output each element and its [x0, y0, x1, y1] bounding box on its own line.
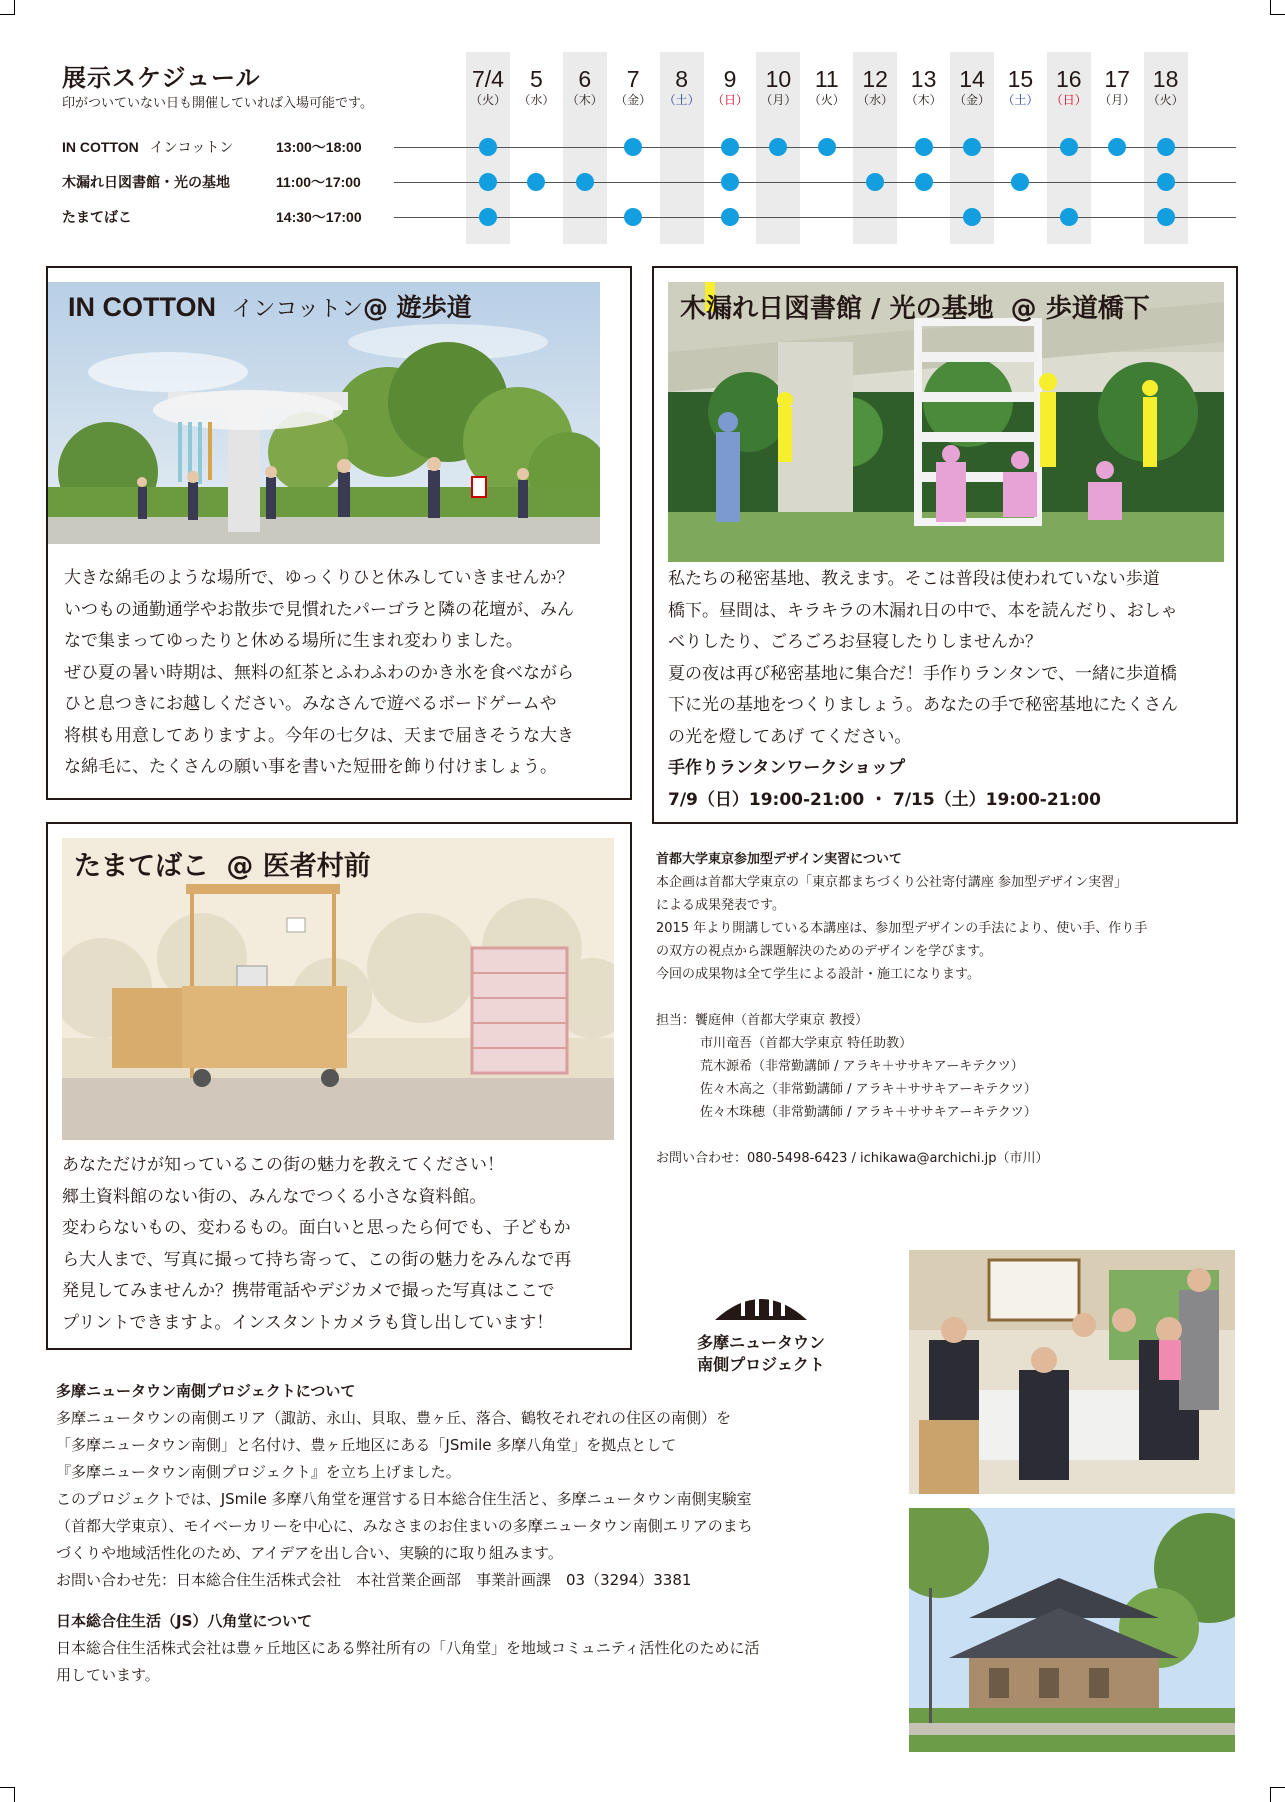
- south-project-section: [56, 1378, 876, 1689]
- schedule-day-weekday: （火）: [808, 93, 845, 107]
- tamatebako-line: ら大人まで、写真に撮って持ち寄って、この街の魅力をみんなで再: [62, 1249, 572, 1270]
- south-project-heading: 多摩ニュータウン南側プロジェクトについて: [56, 1382, 356, 1400]
- schedule-day-weekday: （木）: [905, 93, 942, 107]
- schedule-day-weekday: （水）: [857, 93, 894, 107]
- komorebi-line: 下に光の基地をつくりましょう。あなたの手で秘密基地にたくさん: [668, 695, 1178, 715]
- schedule-dot: [721, 138, 739, 156]
- hakkakudo-line: 用しています。: [56, 1666, 160, 1684]
- schedule-day: [803, 66, 851, 108]
- row-label-en: IN COTTON: [62, 139, 139, 155]
- about-tmu-line: 本企画は首都大学東京の「東京都まちづくり公社寄付講座 参加型デザイン実習」: [656, 875, 1128, 890]
- about-tmu-heading: 首都大学東京参加型デザイン実習について: [656, 852, 902, 867]
- schedule-dot: [963, 138, 981, 156]
- crop-mark-top-left: [0, 0, 15, 15]
- incotton-line: ぜひ夏の暑い時期は、無料の紅茶とふわふわのかき氷を食べながら: [64, 662, 574, 683]
- south-project-line: づくりや地域活性化のため、アイデアを出し合い、実験的に取り組みます。: [56, 1544, 563, 1562]
- about-tmu-line: 今回の成果物は全て学生による設計・施工になります。: [656, 967, 980, 982]
- crop-mark-bottom-left: [0, 1787, 15, 1802]
- incotton-title-kana: インコットン: [231, 297, 363, 322]
- komorebi-line: 私たちの秘密基地、教えます。そこは普段は使われていない歩道: [668, 569, 1160, 589]
- tamatebako-box: [46, 822, 632, 1350]
- schedule-dot: [1157, 208, 1175, 226]
- hakkakudo-line: 日本総合住生活株式会社は豊ヶ丘地区にある弊社所有の「八角堂」を地域コミュニティ活性化のために活: [56, 1639, 760, 1657]
- schedule-day-date: 17: [1104, 66, 1130, 92]
- tamatebako-line: あなただけが知っているこの街の魅力を教えてください！: [62, 1155, 504, 1175]
- staff-member: 市川竜吾（首都大学東京 特任助教）: [700, 1036, 913, 1051]
- schedule-day: [900, 66, 948, 108]
- schedule-dot: [479, 173, 497, 191]
- schedule-dot: [1060, 138, 1078, 156]
- workshop-dates: 7/9（日）19:00-21:00 ・ 7/15（土）19:00-21:00: [668, 789, 1101, 810]
- incotton-line: ひと息つきにお越しください。みなさんで遊べるボードゲームや: [64, 694, 557, 714]
- incotton-line: 大きな綿毛のような場所で、ゆっくりひと休みしていきませんか？: [64, 568, 574, 588]
- schedule-dot: [915, 173, 933, 191]
- komorebi-box: [652, 266, 1238, 824]
- tamatebako-title-at: @ 医者村前: [226, 851, 371, 882]
- project-logo: [686, 1284, 836, 1376]
- schedule-day-date: 14: [959, 66, 985, 92]
- schedule-dot: [721, 208, 739, 226]
- incotton-line: な綿毛に、たくさんの願い事を書いた短冊を飾り付けましょう。: [64, 757, 557, 777]
- schedule-dot: [624, 208, 642, 226]
- schedule-day: [851, 66, 899, 108]
- komorebi-line: 夏の夜は再び秘密基地に集合だ！手作りランタンで、一緒に歩道橋: [668, 663, 1177, 684]
- project-logo-mark: [711, 1284, 811, 1328]
- schedule-day: [561, 66, 609, 108]
- schedule-title: 展示スケジュール: [62, 64, 261, 92]
- schedule-day-weekday: （土）: [663, 93, 700, 107]
- staff-member: 佐々木高之（非常勤講師 / アラキ＋ササキアーキテクツ）: [700, 1082, 1037, 1097]
- tamatebako-title-main: たまてばこ: [74, 851, 209, 882]
- schedule-day-weekday: （水）: [518, 93, 555, 107]
- schedule-day: [1093, 66, 1141, 108]
- schedule-day: [754, 66, 802, 108]
- schedule-day-weekday: （火）: [1147, 93, 1184, 107]
- about-tmu-section: [656, 848, 1236, 1170]
- staff-member: 佐々木珠穂（非常勤講師 / アラキ＋ササキアーキテクツ）: [700, 1105, 1037, 1120]
- komorebi-line: の光を燈してあげ てください。: [668, 726, 912, 747]
- schedule-day-date: 18: [1152, 66, 1179, 92]
- row-label-incotton: [62, 137, 233, 157]
- schedule-dot: [527, 173, 545, 191]
- schedule-dot: [963, 208, 981, 226]
- schedule-day-date: 7: [626, 66, 640, 92]
- schedule-dot: [624, 138, 642, 156]
- schedule-dot: [818, 138, 836, 156]
- tamatebako-line: プリントできますよ。インスタントカメラも貸し出しています！: [62, 1312, 554, 1333]
- tamatebako-title: [74, 844, 371, 883]
- row-line-komorebi: [394, 182, 1236, 183]
- schedule-dot: [1011, 173, 1029, 191]
- schedule-day-weekday: （金）: [615, 93, 652, 107]
- komorebi-line: 橋下。昼間は、キラキラの木漏れ日の中で、本を読んだり、おしゃ: [668, 600, 1178, 621]
- schedule-day-date: 9: [723, 66, 737, 92]
- schedule-day: [512, 66, 560, 108]
- crop-mark-bottom-right: [1270, 1787, 1285, 1802]
- schedule-day: [706, 66, 754, 108]
- south-project-line: 『多摩ニュータウン南側プロジェクト』を立ち上げました。: [56, 1463, 461, 1481]
- schedule-dot: [479, 208, 497, 226]
- schedule-day-weekday: （金）: [953, 93, 990, 107]
- schedule-dot: [479, 138, 497, 156]
- south-project-line: 「多摩ニュータウン南側」と名付け、豊ヶ丘地区にある「JSmile 多摩八角堂」を拠点として: [56, 1436, 677, 1454]
- incotton-title-at: @ 遊歩道: [362, 293, 472, 322]
- schedule-day: [1142, 66, 1190, 108]
- schedule-day-weekday: （日）: [1050, 93, 1087, 107]
- schedule-day-date: 11: [814, 66, 839, 92]
- workshop-photo: [909, 1250, 1235, 1494]
- schedule-dot: [1108, 138, 1126, 156]
- schedule-day: [948, 66, 996, 108]
- schedule-day-date: 12: [862, 66, 888, 92]
- komorebi-title-main: 木漏れ日図書館 / 光の基地: [680, 294, 994, 324]
- about-tmu-contact: お問い合わせ：080-5498-6423 / ichikawa@archichi.jp（市川）: [656, 1151, 1049, 1166]
- workshop-title: 手作りランタンワークショップ: [668, 758, 905, 778]
- komorebi-title: [680, 288, 1150, 325]
- schedule-day-date: 15: [1007, 66, 1034, 92]
- crop-mark-top-right: [1270, 0, 1285, 15]
- about-tmu-line: の双方の視点から課題解決のためのデザインを学びます。: [656, 944, 993, 959]
- incotton-title: [68, 288, 472, 324]
- tamatebako-illustration: [62, 838, 614, 1140]
- south-project-line: （首都大学東京）、モイベーカリーを中心に、みなさまのお住まいの多摩ニュータウン南側エリアのまち: [56, 1517, 753, 1535]
- schedule-day-date: 6: [578, 66, 592, 92]
- schedule-dot: [721, 173, 739, 191]
- about-tmu-line: による成果発表です。: [656, 898, 785, 913]
- logo-line1: 多摩ニュータウン: [696, 1333, 825, 1352]
- komorebi-title-at: @ 歩道橋下: [1010, 294, 1150, 324]
- schedule-dot: [576, 173, 594, 191]
- schedule-day-weekday: （日）: [711, 93, 748, 107]
- schedule-day-weekday: （土）: [1002, 93, 1039, 107]
- hakkakudo-photo: [909, 1508, 1235, 1752]
- incotton-title-en: IN COTTON: [68, 292, 216, 322]
- row-time-komorebi: 11:00～17:00: [276, 174, 361, 190]
- schedule-day-date: 10: [765, 66, 792, 92]
- schedule-day-date: 16: [1056, 66, 1082, 92]
- komorebi-body: [668, 564, 1230, 816]
- schedule-day: [609, 66, 657, 108]
- schedule-day: [996, 66, 1044, 108]
- row-label-komorebi: 木漏れ日図書館・光の基地: [62, 175, 230, 191]
- tamatebako-line: 発見してみませんか？携帯電話やデジカメで撮った写真はここで: [62, 1281, 555, 1301]
- tamatebako-body: [62, 1150, 624, 1339]
- incotton-body: [64, 563, 624, 784]
- row-line-tamatebako: [394, 217, 1236, 218]
- schedule-day-date: 13: [910, 66, 937, 92]
- schedule-note: 印がついていない日も開催していれば入場可能です。: [62, 96, 373, 111]
- tamatebako-line: 変わらないもの、変わるもの。面白いと思ったら何でも、子どもか: [62, 1218, 571, 1238]
- incotton-box: [46, 266, 632, 800]
- schedule-day: [1045, 66, 1093, 108]
- schedule-dot: [915, 138, 933, 156]
- schedule-day: [464, 66, 512, 108]
- schedule-day: [658, 66, 706, 108]
- about-tmu-line: 2015 年より開講している本講座は、参加型デザインの手法により、使い手、作り手: [656, 921, 1148, 936]
- komorebi-line: べりしたり、ごろごろお昼寝したりしませんか？: [668, 632, 1042, 652]
- row-time-incotton: 13:00～18:00: [276, 139, 362, 155]
- schedule-day-weekday: （木）: [566, 93, 603, 107]
- staff-member: 荒木源希（非常勤講師 / アラキ＋ササキアーキテクツ）: [700, 1059, 1024, 1074]
- hakkakudo-heading: 日本総合住生活（JS）八角堂について: [56, 1612, 313, 1630]
- schedule-day-weekday: （月）: [760, 93, 797, 107]
- south-project-line: このプロジェクトでは、JSmile 多摩八角堂を運営する日本総合住生活と、多摩ニュータウン南側実験室: [56, 1490, 752, 1508]
- staff-member: 饗庭伸（首都大学東京 教授）: [695, 1013, 869, 1028]
- schedule-day-weekday: （火）: [469, 93, 506, 107]
- schedule-day-date: 5: [529, 66, 543, 92]
- schedule-day-date: 7/4: [472, 66, 504, 92]
- incotton-line: いつもの通勤通学やお散歩で見慣れたパーゴラと隣の花壇が、みん: [64, 599, 574, 620]
- incotton-line: 将棋も用意してありますよ。今年の七夕は、天まで届きそうな大き: [64, 725, 574, 746]
- incotton-line: なで集まってゆったりと休める場所に生まれ変わりました。: [64, 631, 523, 651]
- schedule-day-date: 8: [675, 66, 688, 92]
- schedule-dot: [1157, 173, 1175, 191]
- south-project-line: 多摩ニュータウンの南側エリア（諏訪、永山、貝取、豊ヶ丘、落合、鶴牧それぞれの住区の南側）を: [56, 1409, 732, 1427]
- schedule-dot: [1060, 208, 1078, 226]
- schedule-dot: [1157, 138, 1175, 156]
- tamatebako-line: 郷土資料館のない街の、みんなでつくる小さな資料館。: [62, 1186, 487, 1207]
- schedule-day-weekday: （月）: [1099, 93, 1136, 107]
- row-time-tamatebako: 14:30～17:00: [276, 209, 362, 225]
- staff-label: 担当：: [656, 1013, 696, 1028]
- south-project-line: お問い合わせ先：日本総合住生活株式会社 本社営業企画部 事業計画課 03（3294）3381: [56, 1571, 692, 1589]
- row-label-kana: インコットン: [149, 140, 234, 156]
- row-label-tamatebako: たまてばこ: [62, 210, 132, 226]
- logo-line2: 南側プロジェクト: [697, 1355, 825, 1374]
